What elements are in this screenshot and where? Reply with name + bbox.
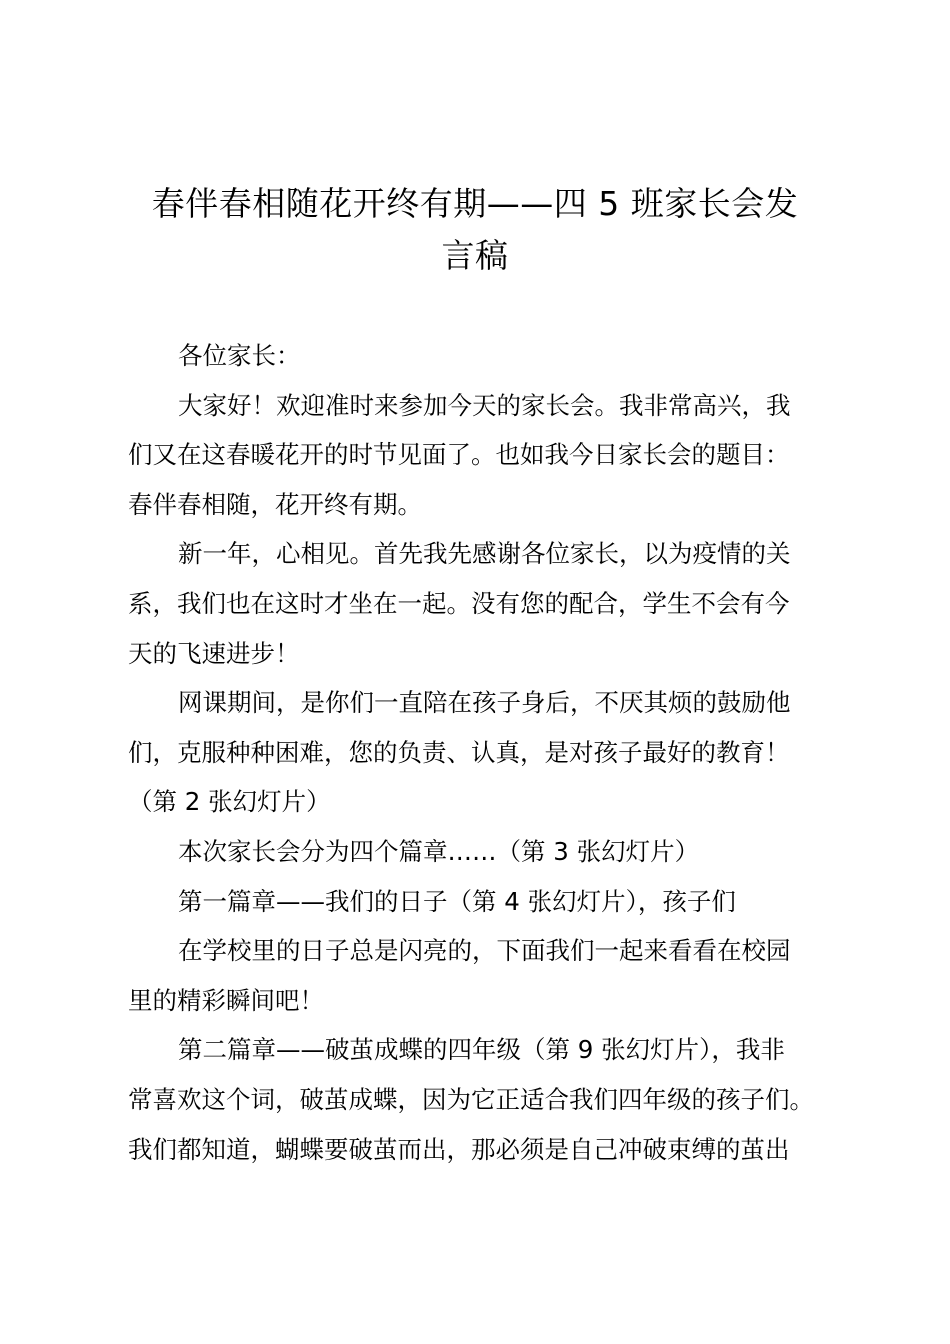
text-line: 新一年，心相见。首先我先感谢各位家长，以为疫情的关	[178, 539, 791, 569]
text-line: 本次家长会分为四个篇章……（第 3 张幻灯片）	[178, 836, 700, 866]
document-body	[128, 331, 840, 1174]
text-line: 系，我们也在这时才坐在一起。没有您的配合，学生不会有今	[128, 588, 790, 618]
paragraph-thanks	[128, 529, 840, 678]
text-line: 们，克服种种困难，您的负责、认真，是对孩子最好的教育！	[128, 737, 790, 767]
document-title	[110, 178, 840, 282]
text-line: 我们都知道，蝴蝶要破茧而出，那必须是自己冲破束缚的茧出	[128, 1134, 790, 1164]
title-line: 春伴春相随花开终有期——四 5 班家长会发	[151, 184, 799, 223]
title-line: 言稿	[441, 236, 509, 275]
paragraph-school-days	[128, 926, 840, 1025]
text-line: 常喜欢这个词，破茧成蝶，因为它正适合我们四年级的孩子们。	[128, 1084, 814, 1114]
paragraph-salutation	[128, 331, 840, 381]
text-line: 天的飞速进步！	[128, 638, 300, 668]
text-line: 第二篇章——破茧成蝶的四年级（第 9 张幻灯片），我非	[178, 1035, 785, 1065]
text-line: 各位家长：	[178, 341, 301, 370]
text-line: 在学校里的日子总是闪亮的，下面我们一起来看看在校园	[178, 936, 791, 966]
text-line: 们又在这春暖花开的时节见面了。也如我今日家长会的题目：	[128, 440, 790, 470]
paragraph-greeting	[128, 381, 840, 530]
text-line: 春伴春相随，花开终有期。	[128, 489, 422, 519]
text-line: 第一篇章——我们的日子（第 4 张幻灯片），孩子们	[178, 886, 736, 916]
paragraph-chapter-one	[128, 877, 840, 927]
paragraph-chapter-two	[128, 1025, 840, 1174]
text-line: （第 2 张幻灯片）	[128, 787, 331, 817]
paragraph-chapters	[128, 827, 840, 877]
paragraph-online-class	[128, 678, 840, 827]
text-line: 里的精彩瞬间吧！	[128, 985, 324, 1015]
text-line: 网课期间，是你们一直陪在孩子身后，不厌其烦的鼓励他	[178, 688, 791, 718]
text-line: 大家好！欢迎准时来参加今天的家长会。我非常高兴，我	[178, 390, 791, 420]
